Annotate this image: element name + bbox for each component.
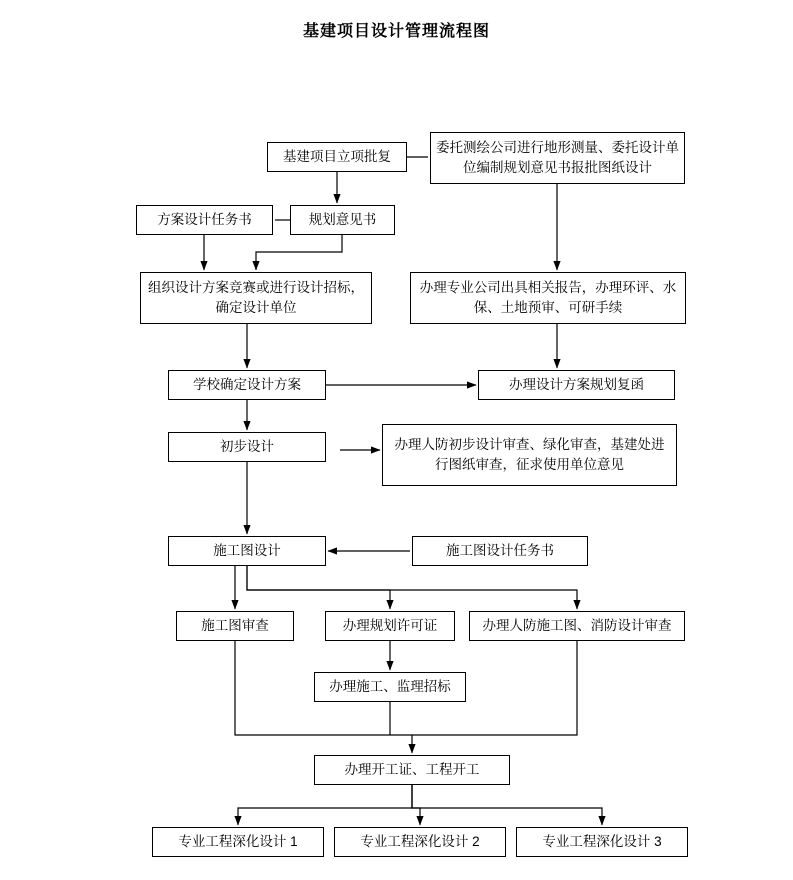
flow-node-n17: 办理开工证、工程开工 xyxy=(314,755,510,785)
flow-node-n12: 施工图设计任务书 xyxy=(412,536,588,566)
edge-n17-to-n20 xyxy=(412,785,602,825)
edge-n11-to-n15 xyxy=(247,566,577,609)
flow-node-n18: 专业工程深化设计 1 xyxy=(152,827,324,857)
flow-node-n20: 专业工程深化设计 3 xyxy=(516,827,688,857)
flow-node-n3: 方案设计任务书 xyxy=(136,205,273,235)
flow-node-n1: 基建项目立项批复 xyxy=(267,142,407,172)
flow-node-n8: 办理设计方案规划复函 xyxy=(478,370,675,400)
flow-node-n6: 办理专业公司出具相关报告，办理环评、水保、土地预审、可研手续 xyxy=(410,272,686,324)
flow-node-n7: 学校确定设计方案 xyxy=(168,370,326,400)
flow-node-n19: 专业工程深化设计 2 xyxy=(334,827,506,857)
flow-node-n14: 办理规划许可证 xyxy=(325,611,455,641)
edge-n11-to-n14 xyxy=(247,566,390,609)
edge-n4-to-n5 xyxy=(256,235,342,270)
flow-node-n15: 办理人防施工图、消防设计审查 xyxy=(469,611,685,641)
flow-node-n5: 组织设计方案竞赛或进行设计招标，确定设计单位 xyxy=(140,272,372,324)
flow-node-n2: 委托测绘公司进行地形测量、委托设计单位编制规划意见书报批图纸设计 xyxy=(430,132,685,184)
page-title: 基建项目设计管理流程图 xyxy=(302,23,490,40)
flow-node-n4: 规划意见书 xyxy=(290,205,395,235)
flow-node-n13: 施工图审查 xyxy=(176,611,294,641)
flow-node-n9: 初步设计 xyxy=(168,432,326,462)
edge-n17-to-n19 xyxy=(412,785,420,825)
flow-node-n10: 办理人防初步设计审查、绿化审查，基建处进行图纸审查，征求使用单位意见 xyxy=(382,424,677,486)
flow-node-n16: 办理施工、监理招标 xyxy=(314,672,466,702)
edge-n17-to-n18 xyxy=(238,785,412,825)
flow-node-n11: 施工图设计 xyxy=(168,536,326,566)
